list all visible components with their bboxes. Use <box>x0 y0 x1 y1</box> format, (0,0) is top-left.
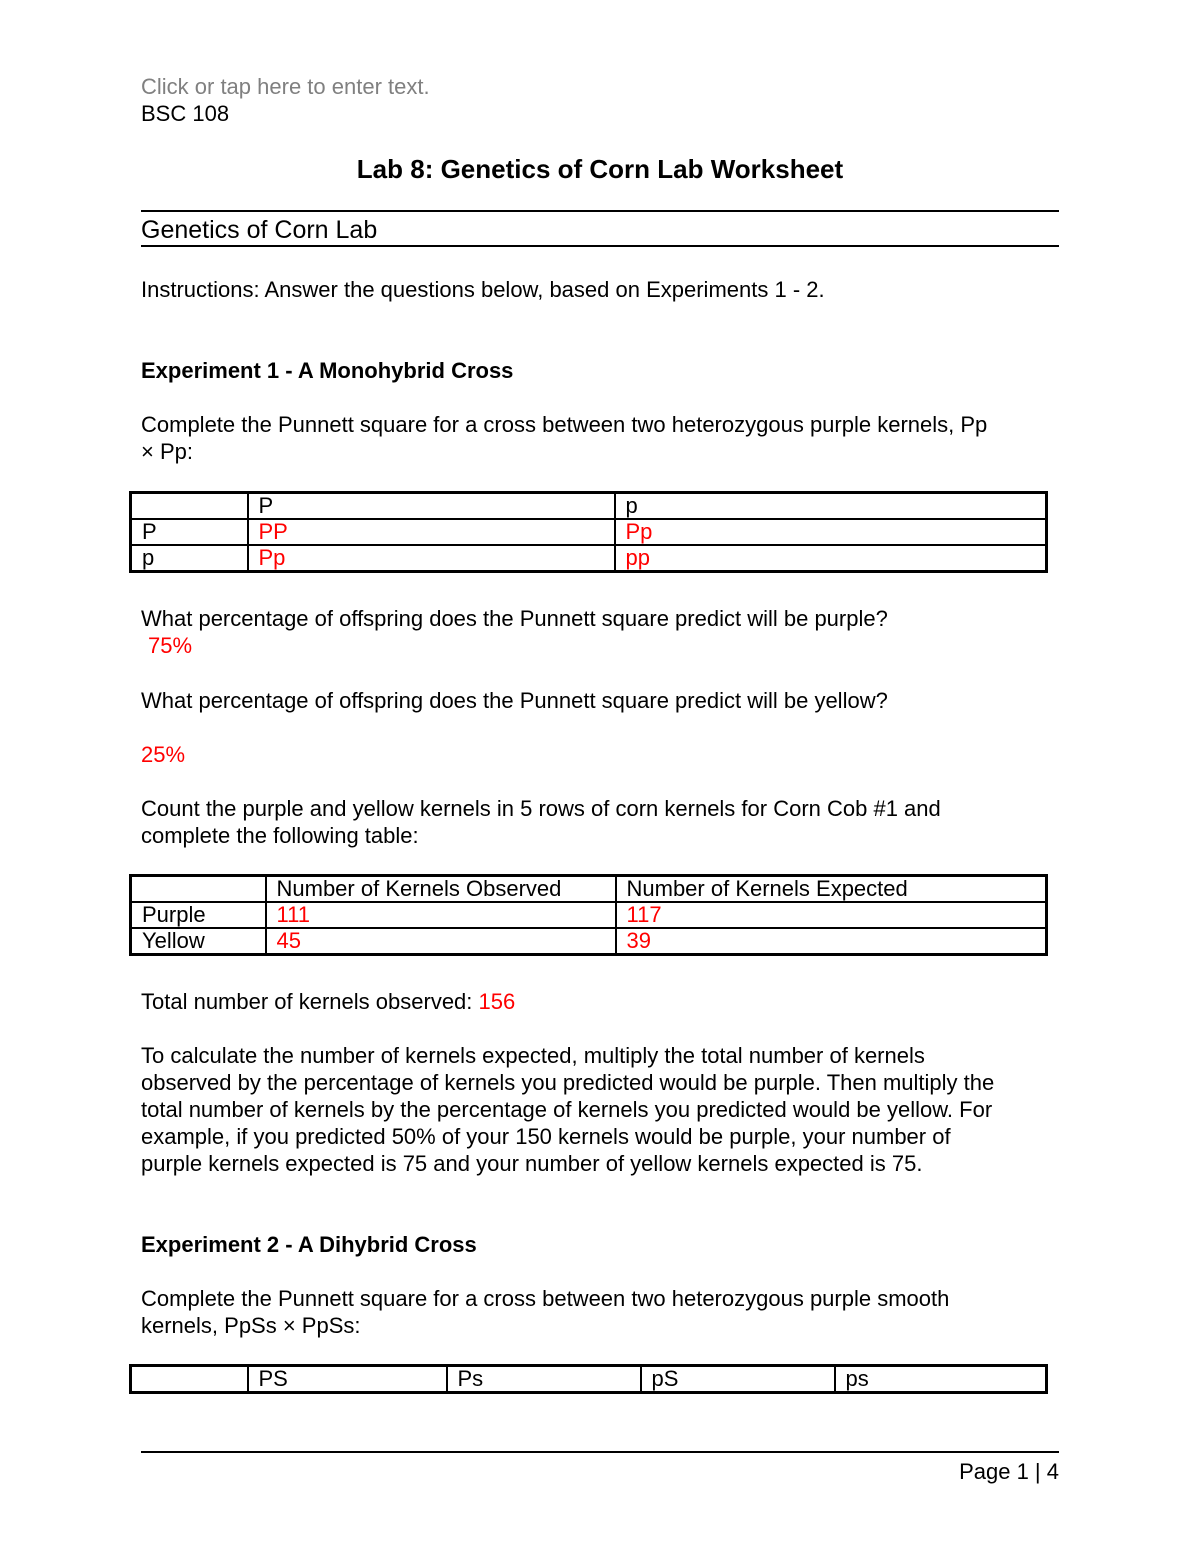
yellow-observed-cell[interactable]: 45 <box>266 928 616 955</box>
content-control-placeholder[interactable]: Click or tap here to enter text. <box>141 74 430 99</box>
dihybrid-col-header: Ps <box>447 1366 641 1393</box>
total-kernels-line <box>141 988 515 1015</box>
punnett-row <box>131 519 1047 545</box>
total-kernels-value[interactable]: 156 <box>478 989 516 1014</box>
answer-purple-percentage[interactable]: 75% <box>148 633 193 658</box>
section-bottom-rule <box>141 245 1059 247</box>
dihybrid-header-row <box>131 1366 1047 1393</box>
dihybrid-punnett-square <box>129 1364 1048 1394</box>
table-row <box>131 902 1047 928</box>
section-title: Genetics of Corn Lab <box>141 216 378 244</box>
monohybrid-punnett-square <box>129 491 1048 573</box>
dihybrid-col-header: pS <box>641 1366 835 1393</box>
punnett-col-header: P <box>248 493 615 520</box>
calculation-line: example, if you predicted 50% of your 150 kernels would be purple, your number of <box>141 1124 951 1149</box>
section-top-rule <box>141 210 1059 212</box>
calculation-line: observed by the percentage of kernels you predicted would be purple. Then multiply the <box>141 1070 995 1095</box>
experiment-1-prompt-line-1: Complete the Punnett square for a cross between two heterozygous purple kernels, Pp <box>141 412 988 437</box>
punnett-col-header: p <box>615 493 1047 520</box>
course-code: BSC 108 <box>141 101 230 126</box>
row-label-yellow: Yellow <box>131 928 266 955</box>
dihybrid-corner-cell <box>131 1366 248 1393</box>
table-header-row <box>131 876 1047 903</box>
punnett-row-header: p <box>131 545 248 572</box>
column-header-observed: Number of Kernels Observed <box>266 876 616 903</box>
purple-expected-cell[interactable]: 117 <box>616 902 1047 928</box>
question-yellow-percentage: What percentage of offspring does the Punnett square predict will be yellow? <box>141 688 888 713</box>
row-label-purple: Purple <box>131 902 266 928</box>
experiment-2-prompt-line-2: kernels, PpSs × PpSs: <box>141 1313 361 1338</box>
punnett-row <box>131 545 1047 572</box>
calculation-line: purple kernels expected is 75 and your number of yellow kernels expected is 75. <box>141 1151 923 1176</box>
instructions: Instructions: Answer the questions below, based on Experiments 1 - 2. <box>141 277 825 302</box>
purple-observed-cell[interactable]: 111 <box>266 902 616 928</box>
experiment-2-prompt-line-1: Complete the Punnett square for a cross between two heterozygous purple smooth <box>141 1286 950 1311</box>
table-row <box>131 928 1047 955</box>
column-header-expected: Number of Kernels Expected <box>616 876 1047 903</box>
count-instruction-line-1: Count the purple and yellow kernels in 5 rows of corn kernels for Corn Cob #1 and <box>141 796 941 821</box>
kernel-count-table <box>129 874 1048 956</box>
calculation-line: To calculate the number of kernels expected, multiply the total number of kernels <box>141 1043 925 1068</box>
calculation-instructions <box>141 1042 1066 1177</box>
calculation-line: total number of kernels by the percentage of kernels you predicted would be yellow. For <box>141 1097 993 1122</box>
question-purple-percentage: What percentage of offspring does the Punnett square predict will be purple? <box>141 606 888 631</box>
answer-yellow-percentage[interactable]: 25% <box>141 742 186 767</box>
dihybrid-col-header: ps <box>835 1366 1047 1393</box>
count-instruction-line-2: complete the following table: <box>141 823 419 848</box>
total-kernels-label: Total number of kernels observed: <box>141 989 473 1014</box>
footer-rule <box>141 1451 1059 1453</box>
table-corner-cell <box>131 876 266 903</box>
document-title: Lab 8: Genetics of Corn Lab Worksheet <box>356 154 844 184</box>
punnett-answer-cell[interactable]: PP <box>248 519 615 545</box>
punnett-corner-cell <box>131 493 248 520</box>
yellow-expected-cell[interactable]: 39 <box>616 928 1047 955</box>
experiment-1-prompt-line-2: × Pp: <box>141 439 193 464</box>
punnett-header-row <box>131 493 1047 520</box>
punnett-answer-cell[interactable]: Pp <box>248 545 615 572</box>
punnett-answer-cell[interactable]: Pp <box>615 519 1047 545</box>
page-number: Page 1 | 4 <box>959 1459 1059 1484</box>
experiment-1-title: Experiment 1 - A Monohybrid Cross <box>141 358 514 383</box>
punnett-answer-cell[interactable]: pp <box>615 545 1047 572</box>
punnett-row-header: P <box>131 519 248 545</box>
dihybrid-col-header: PS <box>248 1366 447 1393</box>
experiment-2-title: Experiment 2 - A Dihybrid Cross <box>141 1232 477 1257</box>
